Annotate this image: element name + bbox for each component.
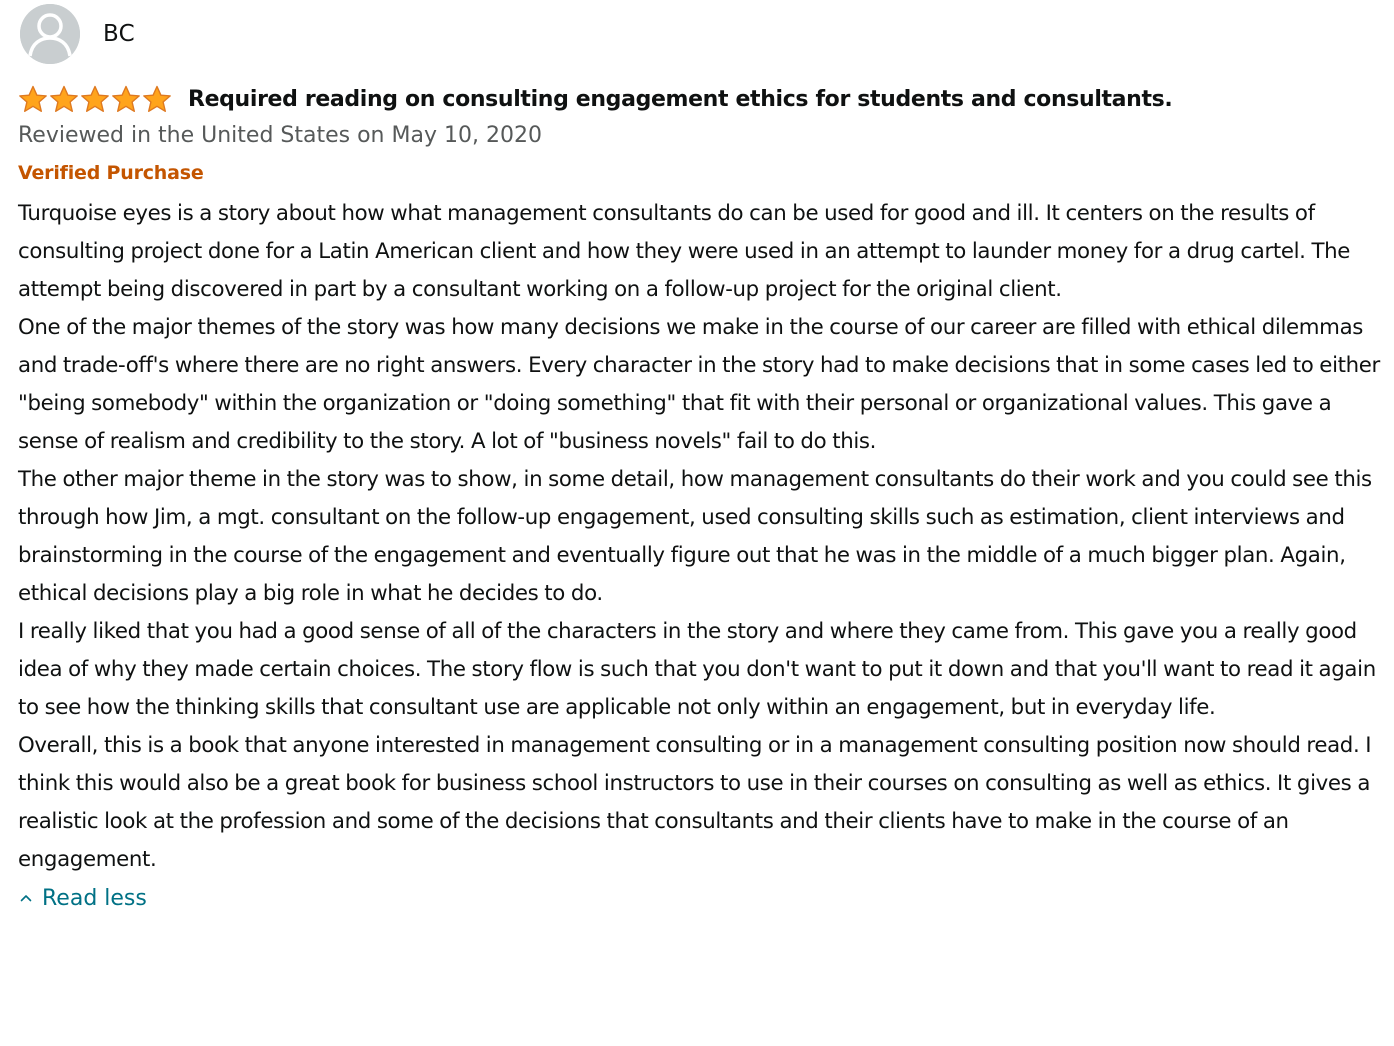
review-title[interactable]: Required reading on consulting engagement ethics for students and consultants. — [188, 86, 1173, 112]
star-icon — [49, 85, 79, 113]
review-title-row — [18, 83, 1380, 115]
default-user-avatar-icon — [20, 4, 80, 64]
star-icon — [111, 85, 141, 113]
review-paragraph: The other major theme in the story was to show, in some detail, how management consultants do their work and you could see this through how Jim, a mgt. consultant on the follow-up engagement, used consulting skills such as estimation, client interviews and brainstorming in the course of the engagement and eventually figure out that he was in the middle of a much bigger plan. Again, ethical decisions play a big role in what he decides to do. — [18, 467, 1372, 606]
reviewer-profile[interactable] — [20, 0, 1380, 68]
review-paragraph: One of the major themes of the story was how many decisions we make in the course of our career are filled with ethical dilemmas and trade-off's where there are no right answers. Every character in the story had to make decisions that in some cases led to either "being somebody" within the organization or "doing something" that fit with their personal or organizational values. This gave a sense of realism and credibility to the story. A lot of "business novels" fail to do this. — [18, 315, 1380, 454]
chevron-up-icon — [20, 893, 32, 903]
read-less-link[interactable] — [18, 879, 1380, 917]
review-paragraph: Overall, this is a book that anyone interested in management consulting or in a management consulting position now should read. I think this would also be a great book for business school instructors to use in their courses on consulting as well as ethics. It gives a realistic look at the profession and some of the decisions that consultants and their clients have to make in the course of an engagement. — [18, 733, 1372, 872]
star-rating[interactable] — [18, 85, 172, 113]
review-body — [18, 195, 1380, 879]
review-paragraph: Turquoise eyes is a story about how what management consultants do can be used for good and ill. It centers on the results of consulting project done for a Latin American client and how they were used in an attempt to launder money for a drug cartel. The attempt being discovered in part by a consultant working on a follow-up project for the original client. — [18, 201, 1351, 302]
review-date: Reviewed in the United States on May 10, 2020 — [18, 123, 542, 148]
review-card — [18, 0, 1380, 917]
star-icon — [142, 85, 172, 113]
verified-purchase-badge[interactable]: Verified Purchase — [18, 162, 204, 184]
review-paragraph: I really liked that you had a good sense of all of the characters in the story and where they came from. This gave you a really good idea of why they made certain choices. The story flow is such that you don't want to put it down and that you'll want to read it again to see how the thinking skills that consultant use are applicable not only within an engagement, but in everyday life. — [18, 619, 1376, 720]
star-icon — [18, 85, 48, 113]
star-icon — [80, 85, 110, 113]
reviewer-name[interactable]: BC — [103, 21, 135, 47]
read-less-label[interactable]: Read less — [42, 885, 147, 911]
